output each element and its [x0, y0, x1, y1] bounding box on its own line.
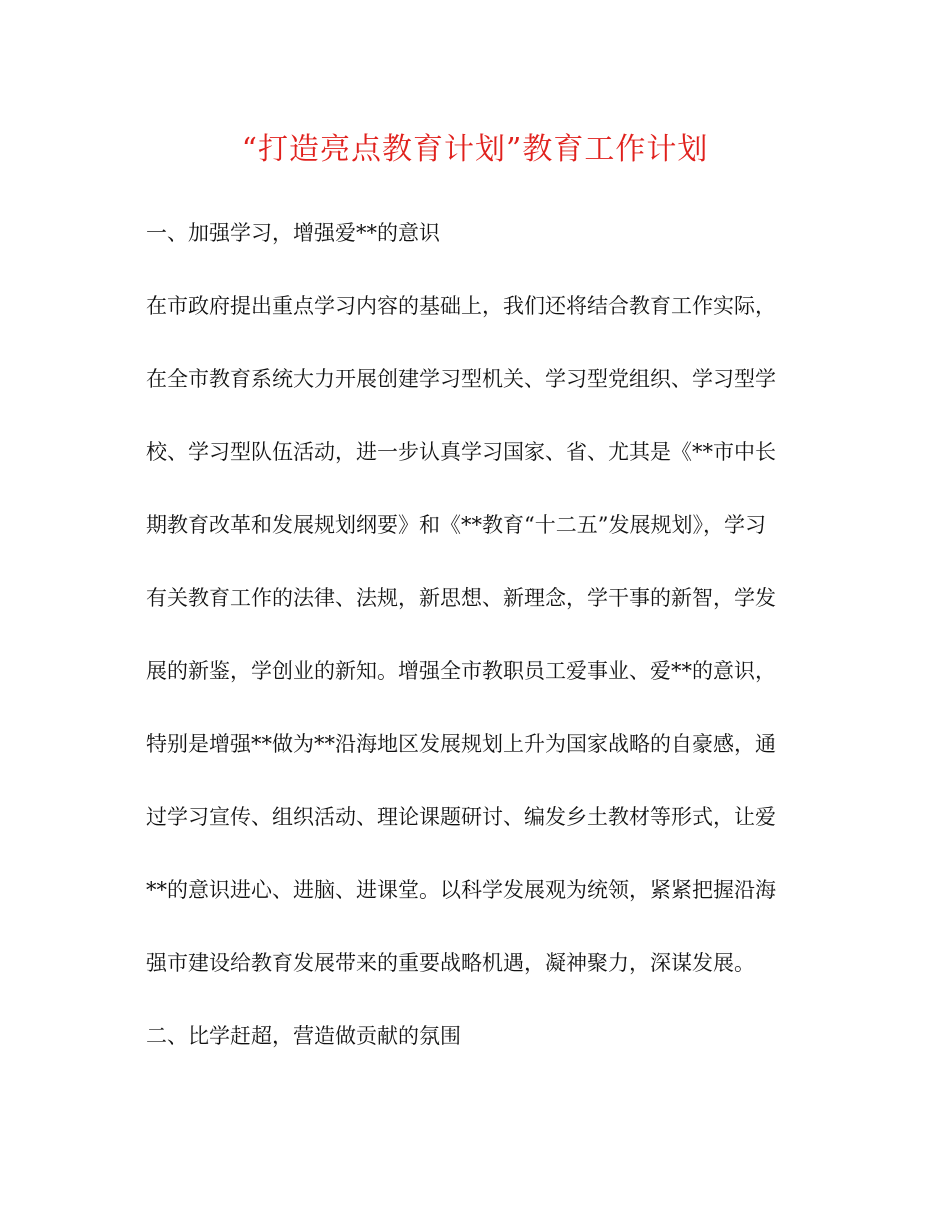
paragraph-line: 展的新鉴，学创业的新知。增强全市教职员工爱事业、爱**的意识，: [146, 659, 776, 683]
section-heading-1: 一、加强学习，增强爱**的意识: [146, 221, 440, 245]
paragraph-line: 校、学习型队伍活动，进一步认真学习国家、省、尤其是《**市中长: [146, 440, 776, 464]
paragraph-line: 过学习宣传、组织活动、理论课题研讨、编发乡土教材等形式，让爱: [146, 805, 776, 829]
document-title: “打造亮点教育计划”教育工作计划: [241, 132, 709, 167]
paragraph-line: 在市政府提出重点学习内容的基础上，我们还将结合教育工作实际，: [146, 294, 776, 318]
paragraph-line: 特别是增强**做为**沿海地区发展规划上升为国家战略的自豪感，通: [146, 732, 776, 756]
paragraph-line: 有关教育工作的法律、法规，新思想、新理念，学干事的新智，学发: [146, 586, 776, 610]
paragraph-line: 期教育改革和发展规划纲要》和《**教育“十二五”发展规划》，学习: [146, 513, 766, 537]
paragraph-line: 强市建设给教育发展带来的重要战略机遇，凝神聚力，深谋发展。: [146, 951, 755, 975]
section-heading-2: 二、比学赶超，营造做贡献的氛围: [146, 1024, 461, 1048]
paragraph-line: **的意识进心、进脑、进课堂。以科学发展观为统领，紧紧把握沿海: [146, 878, 776, 902]
paragraph-line: 在全市教育系统大力开展创建学习型机关、学习型党组织、学习型学: [146, 367, 776, 391]
